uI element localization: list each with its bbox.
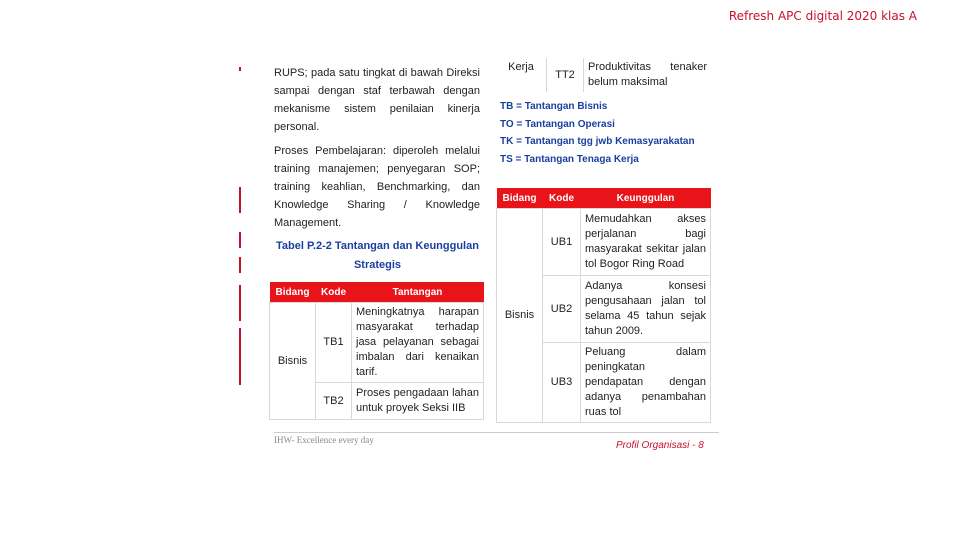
table-row (497, 209, 711, 276)
cell-kode: TT2 (547, 58, 584, 92)
abbreviation-legend (500, 98, 695, 168)
cell-kode: UB1 (543, 209, 581, 276)
left-body-text (274, 64, 480, 238)
cell-kode: TB2 (316, 383, 352, 420)
margin-bar (239, 285, 241, 321)
margin-bar (239, 232, 241, 248)
header-bidang: Bidang (497, 188, 543, 209)
table-keunggulan (496, 188, 711, 423)
footer-tagline: IHW- Excellence every day (274, 435, 374, 445)
caption-line-2: Strategis (353, 259, 402, 271)
cell-bidang: Bisnis (497, 209, 543, 423)
table-tantangan (269, 282, 484, 420)
margin-bar (239, 328, 241, 385)
cell-kode: UB3 (543, 343, 581, 423)
cell-desc: Produktivitas tenaker belum maksimal (588, 61, 707, 88)
header-bidang: Bidang (270, 282, 316, 303)
cell-kode: TB1 (316, 303, 352, 383)
margin-bar (239, 187, 241, 213)
cell-desc: Peluang dalam peningkatan pendapatan dengan adanya penambahan ruas tol (581, 343, 711, 423)
cell-bidang: Kerja (496, 58, 547, 92)
legend-item: TB = Tantangan Bisnis (500, 101, 608, 112)
cell-desc: Meningkatnya harapan masyarakat terhadap jasa pelayanan sebagai imbalan dari kenaikan tarif. (352, 303, 484, 383)
header-kode: Kode (543, 188, 581, 209)
cell-bidang: Bisnis (270, 303, 316, 420)
caption-line-1: Tabel P.2-2 Tantangan dan Keunggulan (276, 240, 479, 252)
table-row (270, 303, 484, 383)
cell-desc: Memudahkan akses perjalanan bagi masyarakat sekitar jalan tol Bogor Ring Road (581, 209, 711, 276)
margin-bar (239, 257, 241, 273)
cell-desc: Proses pengadaan lahan untuk proyek Seksi IIB (352, 383, 484, 420)
footer-page-label: Profil Organisasi - 8 (616, 440, 704, 451)
slide-header-title: Refresh APC digital 2020 klas A (728, 9, 917, 23)
header-keunggulan: Keunggulan (581, 188, 711, 209)
cell-desc: Adanya konsesi pengusahaan jalan tol selama 45 tahun sejak tahun 2009. (581, 276, 711, 343)
paragraph-rups: RUPS; pada satu tingkat di bawah Direksi sampai dengan staf terbawah dengan mekanisme sistem penilaian kinerja personal. (274, 67, 480, 133)
footer-divider (274, 432, 719, 433)
legend-item: TK = Tantangan tgg jwb Kemasyarakatan (500, 136, 695, 147)
paragraph-proses-pembelajaran: Proses Pembelajaran: diperoleh melalui training manajemen; penyegaran SOP; training keahlian, Benchmarking, dan Knowledge Sharing / Knowledge Management. (274, 145, 480, 229)
header-kode: Kode (316, 282, 352, 303)
margin-bar (239, 67, 241, 71)
cell-kode: UB2 (543, 276, 581, 343)
table-fragment-top (496, 58, 711, 92)
header-tantangan: Tantangan (352, 282, 484, 303)
legend-item: TO = Tantangan Operasi (500, 118, 615, 130)
table-caption (270, 237, 485, 275)
legend-item: TS = Tantangan Tenaga Kerja (500, 153, 639, 165)
